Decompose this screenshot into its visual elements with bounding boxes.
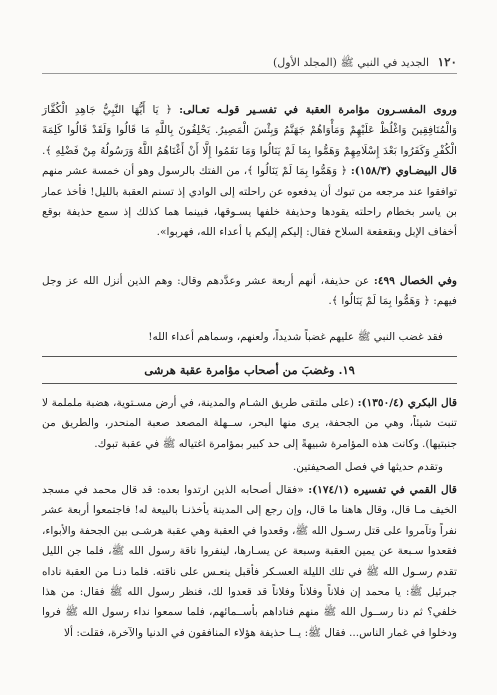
quoted-text: ﴿ وَهَمُّوا بِمَا لَمْ يَنَالُوا ﴾، من الفتك بالرسول وهو أن خمسة عشر منهم توافقوا عند مرجعه من تبوك أن يدفعوه عن راحلته إلى الوادي إذ تسنم العقبة بالليل! فأخذ عمار بن ياسر بخطام راحلته يقودها وحذيفة خلفها يسـوقها، فبينما هما كذلك إذ سمع حذيفة بوقع أخفاف الإبل وبقعقعة السلاح فقال: إليكم إليكم يا أعداء الله، فهربوا». [42, 165, 457, 239]
quran-verse: ﴿ يَا أَيُّهَا النَّبِيُّ جَاهِدِ الْكُفَّارَ وَالْمُنَافِقِينَ وَاغْلُظْ عَلَيْهِمْ وَمَأْوَاهُمْ جَهَنَّمُ وَبِئْسَ الْمَصِيرُ. يَحْلِفُونَ بِاللَّهِ مَا قَالُوا وَلَقَدْ قَالُوا كَلِمَةَ الْكُفْرِ وَكَفَرُوا بَعْدَ إِسْلَامِهِمْ وَهَمُّوا بِمَا لَمْ يَنَالُوا وَمَا نَقَمُوا إِلَّا أَنْ أَغْنَاهُمُ اللَّهُ وَرَسُولُهُ مِنْ فَضْلِهِ ﴾. [42, 104, 457, 157]
paragraph-text: «فقال أصحابه الذين ارتدوا بعده: قد قال محمد في مسجد الخيف مـا قال، وقال هاهنا ما قال، وإن رجع إلى المدينة يأخذنـا بالبيعة له! فاجتمعوا أربعة عشر نفراً وتآمروا على قتل رسـول الله ﷺ، وقعدوا في العقبة وهي عقبة هرشـى بين الجحفة والأبواء، فقعدوا سـبعة عن يمين العقبة وسبعة عن يسـارها، لينفروا ناقة رسول الله ﷺ، فلما جن الليل تقدم رسـول الله ﷺ في تلك الليلة العسـكر فأقبل ينعـس على ناقته. فلما دنـا من العقبة ناداه جبرئيل ﷺ: يا محمد إن فلاناً وفلاناً وفلاناً قد قعدوا لك، فنظر رسول الله ﷺ فقال: من هذا خلفي؟ ثم دنا رســول الله ﷺ منهم فناداهم بأســمائهم، فلما سمعوا نداء رسول الله ﷺ فروا ودخلوا في غمار الناس... فقال ﷺ: يــا حذيفة هؤلاء المنافقون في الدنيا والآخرة، فقلت: ألا [42, 484, 457, 639]
page-number: ١٢٠ [437, 55, 457, 69]
source-citation: قال البيضـاوي (١٥٨/٣): [350, 165, 457, 178]
header-rule [42, 73, 457, 74]
paragraph-text: وتقدم حديثها في فصل الصحيفتين. [292, 461, 443, 473]
section-heading: ١٩. وغضبَ من أصحاب مؤامرة عقبة هرشى [42, 356, 457, 384]
paragraph-lead: وروى المفسـرون مؤامرة العقبة في تفسـير قولـه تعـالى: [179, 104, 457, 116]
paragraph-tafsir [42, 100, 457, 243]
paragraph-khisal [42, 271, 457, 312]
paragraph-text: (على ملتقى طريق الشـام والمدينة، في أرض مسـتوية، هضبة ململمة لا تنبت شيئاً، وهي من الجحفة، يرى منها البحر، ســهلة المصعد صعبة المنحدر، والطريق من جنبتيها). وكانت هذه المؤامرة شبيهةً إلى حد كبير بمؤامرة اغتياله ﷺ في عقبة تبوك. [42, 397, 457, 450]
source-citation: قال القمي في تفسيره (١٧٤/١): [308, 484, 457, 496]
running-title: الجديد في النبي ﷺ (المجلد الأول) [272, 56, 429, 69]
paragraph-text: عن حذيفة، أنهم أربعة عشر وعدَّدهم وقال: وهم الذين أنزل الله عز وجل فيهم: ﴿ وَهَمُّوا بِمَا لَمْ يَنَالُوا ﴾. [42, 275, 457, 308]
page-header [42, 55, 457, 75]
paragraph-conclusion [42, 327, 457, 347]
source-citation: وفي الخصال ٤٩٩: [373, 275, 457, 287]
paragraph-bakri [42, 393, 457, 454]
book-page [42, 0, 457, 695]
paragraph-text: فقد غضب النبي ﷺ عليهم غضباً شديداً، ولعنهم، وسماهم أعداء الله! [148, 331, 443, 343]
source-citation: قال البكري (١٣٥٠/٤): [357, 397, 458, 409]
paragraph-note [42, 457, 457, 477]
paragraph-qummi [42, 480, 457, 643]
